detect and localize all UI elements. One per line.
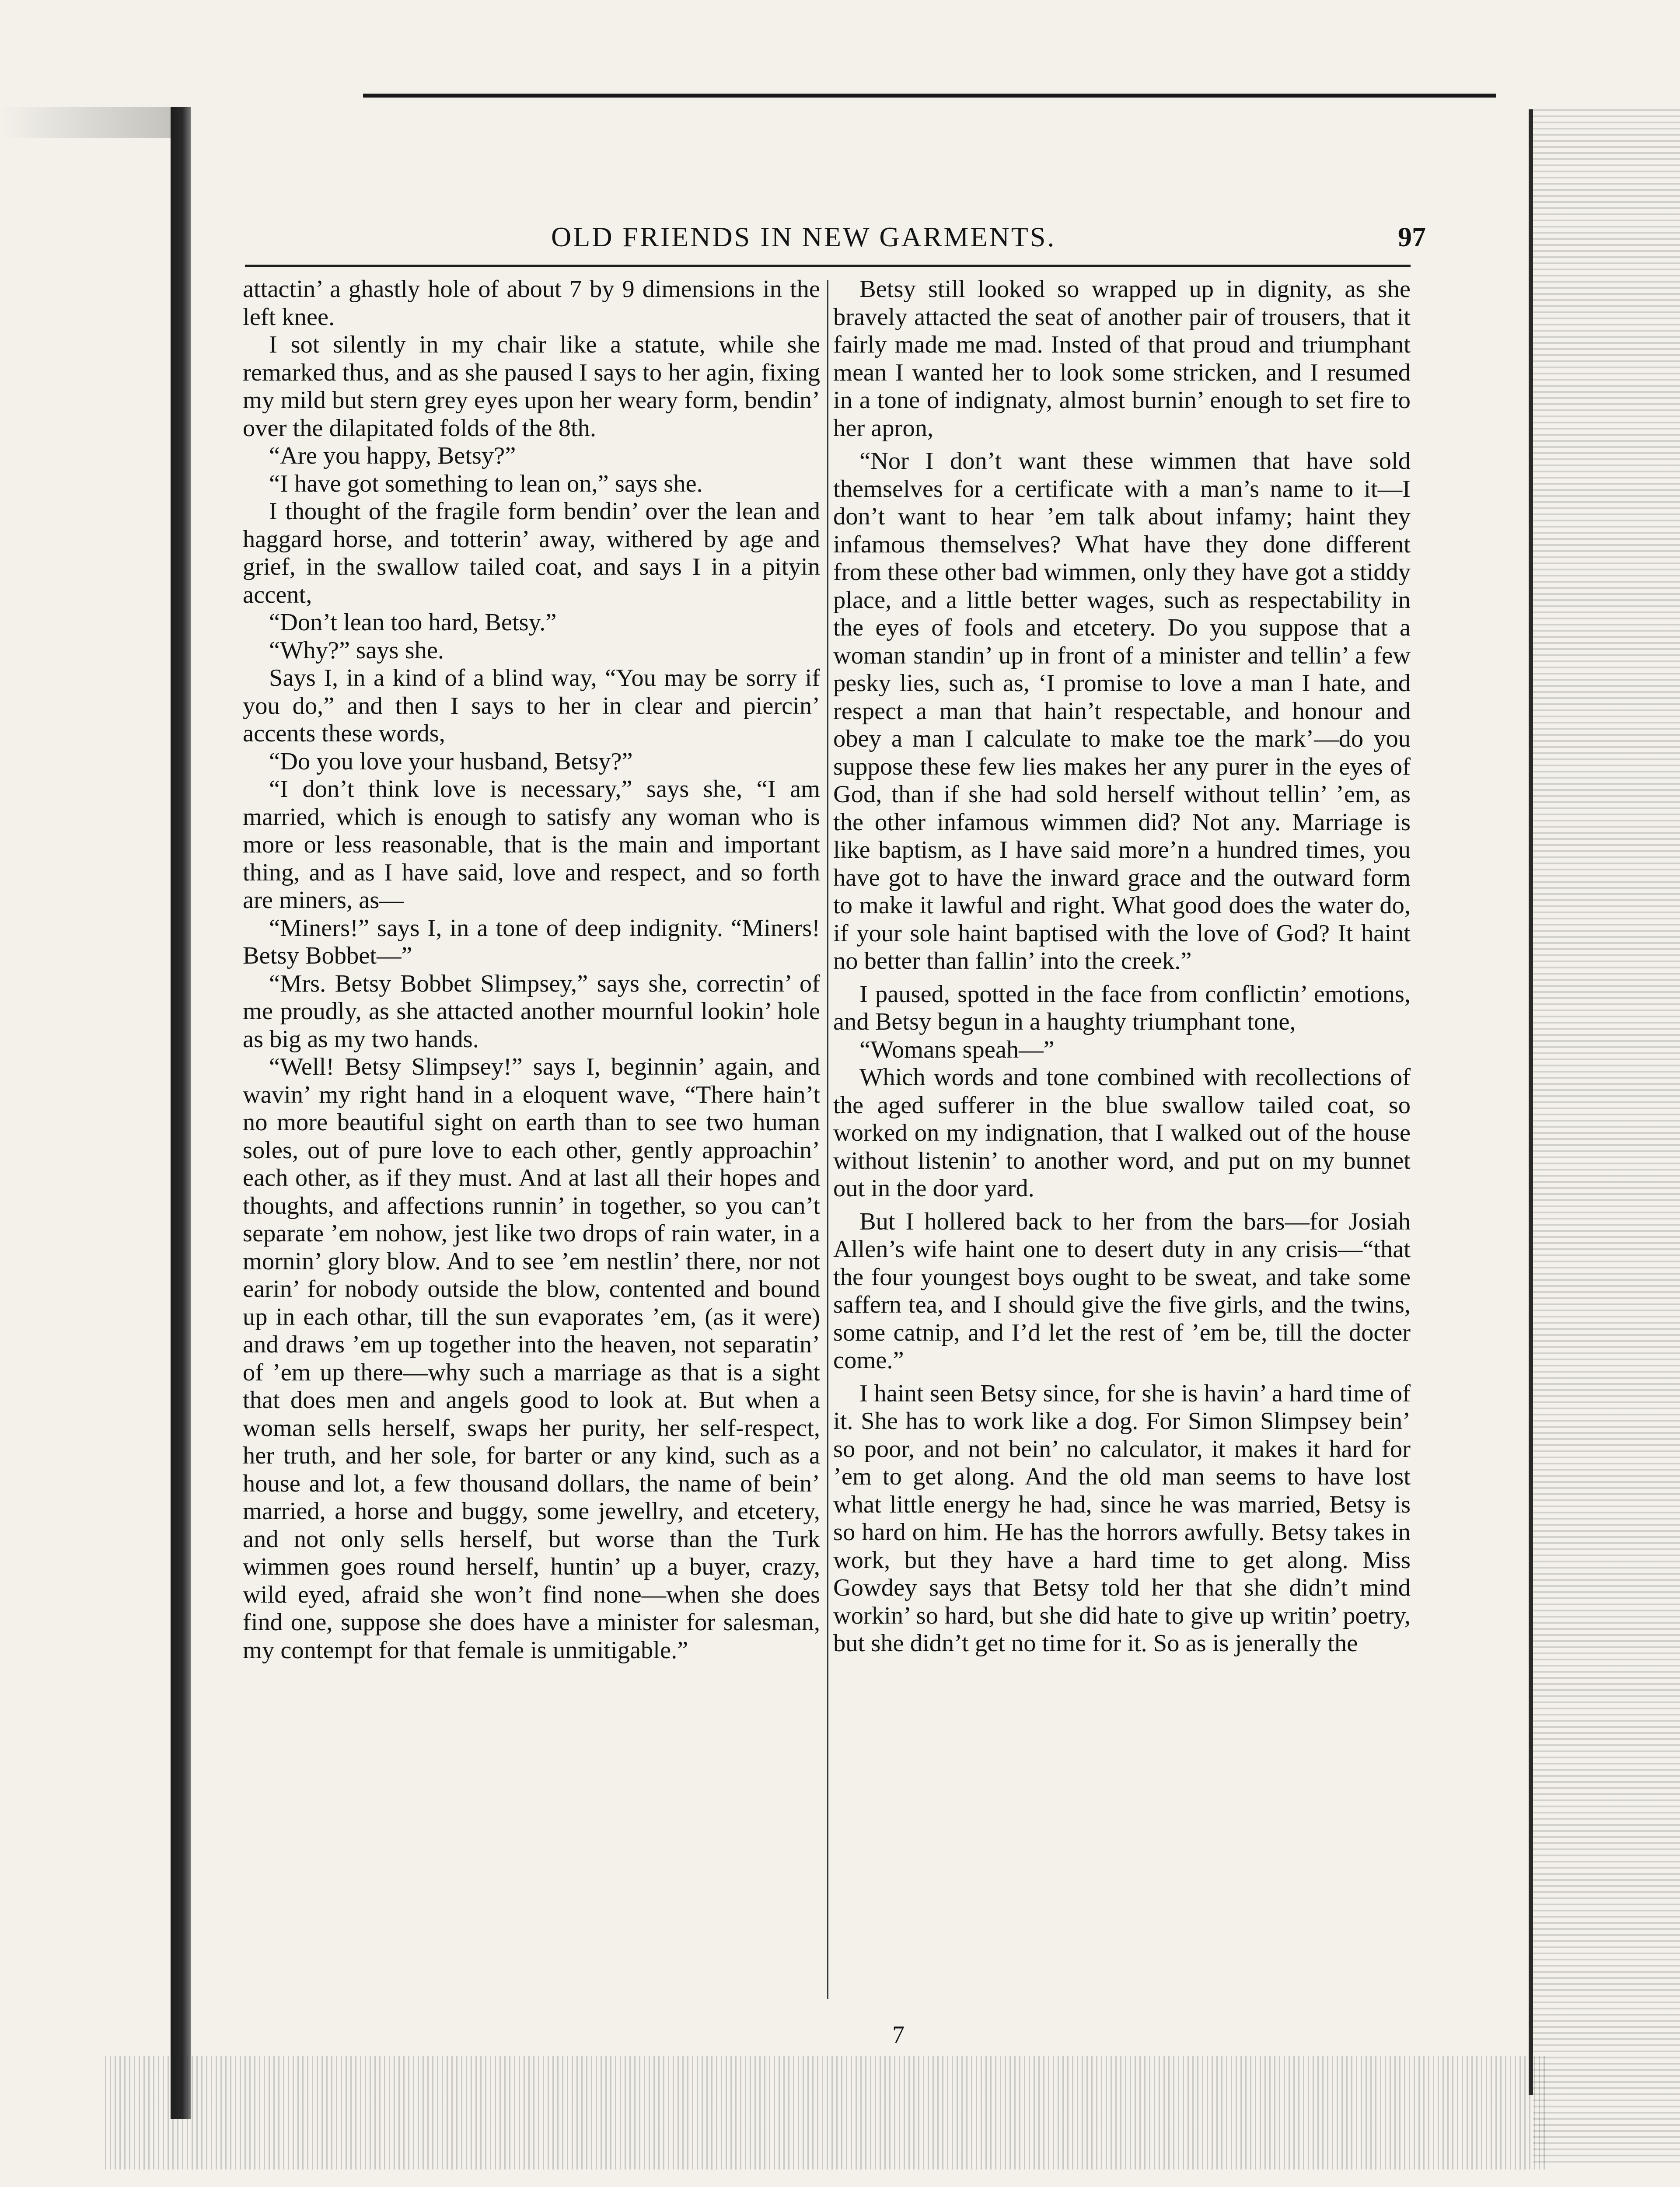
page-number: 97 (1398, 221, 1426, 252)
binding-edge (171, 107, 191, 2119)
binding-shadow (0, 107, 171, 138)
right-column (833, 276, 1411, 2008)
page-right-edge (1529, 109, 1533, 2095)
column-divider (827, 280, 828, 1999)
header-rule (245, 265, 1411, 267)
paragraph: I thought of the fragile form bendin’ over the lean and haggard horse, and totterin’ away, withered by age and grief, in the swallow tailed coat, and says I in a pityin accent, (243, 498, 820, 608)
scan-noise-right (1533, 109, 1680, 2165)
paragraph: Says I, in a kind of a blind way, “You may be sorry if you do,” and then I says to her in clear and piercin’ accents these words, (243, 664, 820, 747)
running-head (245, 221, 1426, 253)
paragraph: I sot silently in my chair like a statute, while she remarked thus, and as she paused I says to her agin, fixing my mild but stern grey eyes upon her weary form, bendin’ over the dilapitated folds of the 8th. (243, 331, 820, 442)
paragraph: “Miners!” says I, in a tone of deep indignity. “Miners! Betsy Bobbet—” (243, 914, 820, 969)
paragraph: “I don’t think love is necessary,” says she, “I am married, which is enough to satisfy any woman who is more or less reasonable, that is the main and important thing, and as I have said, love and respect, and so forth are miners, as— (243, 776, 820, 914)
page-top-edge (363, 94, 1496, 98)
signature-mark: 7 (892, 2021, 905, 2048)
paragraph: “Well! Betsy Slimpsey!” says I, beginnin’ again, and wavin’ my right hand in a eloquent wave, “There hain’t no more beautiful sight on earth than to see two human soles, out of pure love to each other, gently approachin’ each other, as if they must. And at last all their hopes and thoughts, and affections runnin’ in together, so you can’t separate ’em nohow, jest like two drops of rain water, in a mornin’ glory blow. And to see ’em nestlin’ there, nor not earin’ for nobody outside the blow, contented and bound up in each othar, till the sun evaporates ’em, (as it were) and draws ’em up together into the heaven, not separatin’ of ’em up there—why such a marriage as that is a sight that does men and angels good to look at. But when a woman sells herself, swaps her purity, her self-respect, her truth, and her sole, for barter or any kind, such as a house and lot, a few thousand dollars, the name of bein’ married, a horse and buggy, some jewellry, and etcetery, and not only sells herself, but worse than the Turk wimmen goes round herself, huntin’ up a buyer, crazy, wild eyed, afraid she won’t find none—when she does find one, suppose she does have a minister for salesman, my contempt for that female is unmitigable.” (243, 1053, 820, 1664)
left-column (243, 276, 820, 2008)
paragraph: “Mrs. Betsy Bobbet Slimpsey,” says she, correctin’ of me proudly, as she attacted another mournful lookin’ hole as big as my two hands. (243, 970, 820, 1053)
paragraph: Which words and tone combined with recollections of the aged sufferer in the blue swallow tailed coat, so worked on my indignation, that I walked out of the house without listenin’ to another word, and put on my bunnet out in the door yard. (833, 1064, 1411, 1202)
scan-noise-bottom (105, 2056, 1548, 2170)
paragraph: “I have got something to lean on,” says she. (269, 470, 703, 497)
paragraph: I haint seen Betsy since, for she is havin’ a hard time of it. She has to work like a dog. For Simon Slimpsey bein’ so poor, and not bein’ no calculator, it makes it hard for ’em to get along. And the old man seems to have lost what little energy he had, since he was married, Betsy is so hard on him. He has the horrors awfully. Betsy takes in work, but they have a hard time to get along. Miss Gowdey says that Betsy told her that she didn’t mind workin’ so hard, but she did hate to give up writin’ poetry, but she didn’t get no time for it. So as is jenerally the (833, 1380, 1411, 1657)
paragraph: I paused, spotted in the face from conflictin’ emotions, and Betsy begun in a haughty triumphant tone, (833, 980, 1411, 1035)
paragraph: But I hollered back to her from the bars—for Josiah Allen’s wife haint one to desert duty in any crisis—“that the four youngest boys ought to be sweat, and take some saffern tea, and I should give the five girls, and the twins, some catnip, and I’d let the rest of ’em be, till the docter come.” (833, 1208, 1411, 1374)
paragraph: “Why?” says she. (269, 636, 444, 664)
paragraph: “Don’t lean too hard, Betsy.” (269, 609, 557, 636)
paragraph: Betsy still looked so wrapped up in dignity, as she bravely attacted the seat of another pair of trousers, that it fairly made me mad. Insted of that proud and triumphant mean I wanted her to look some stricken, and I resumed in a tone of indignaty, almost burnin’ enough to set fire to her apron, (833, 276, 1411, 442)
paragraph: attactin’ a ghastly hole of about 7 by 9 dimensions in the left knee. (243, 276, 820, 331)
running-title: OLD FRIENDS IN NEW GARMENTS. (551, 221, 1056, 252)
paragraph: “Nor I don’t want these wimmen that have sold themselves for a certificate with a man’s name to it—I don’t want to hear ’em talk about infamy; haint they infamous themselves? What have they done different from these other bad wimmen, only they have got a stiddy place, and a little better wages, such as respectability in the eyes of fools and etcetery. Do you suppose that a woman standin’ up in front of a minister and tellin’ a few pesky lies, such as, ‘I promise to love a man I hate, and respect a man that hain’t respectable, and honour and obey a man I calculate to make toe the mark’—do you suppose these few lies makes her any purer in the eyes of God, than if she had sold herself without tellin’ ’em, as the other infamous wimmen did? Not any. Marriage is like baptism, as I have said more’n a hundred times, you have got to have the inward grace and the outward form to make it lawful and right. What good does the water do, if your sole haint baptised with the love of God? It haint no better than fallin’ into the creek.” (833, 447, 1411, 975)
paragraph: “Do you love your husband, Betsy?” (269, 748, 633, 775)
paragraph: “Are you happy, Betsy?” (269, 442, 516, 469)
paragraph: “Womans speah—” (859, 1036, 1055, 1063)
